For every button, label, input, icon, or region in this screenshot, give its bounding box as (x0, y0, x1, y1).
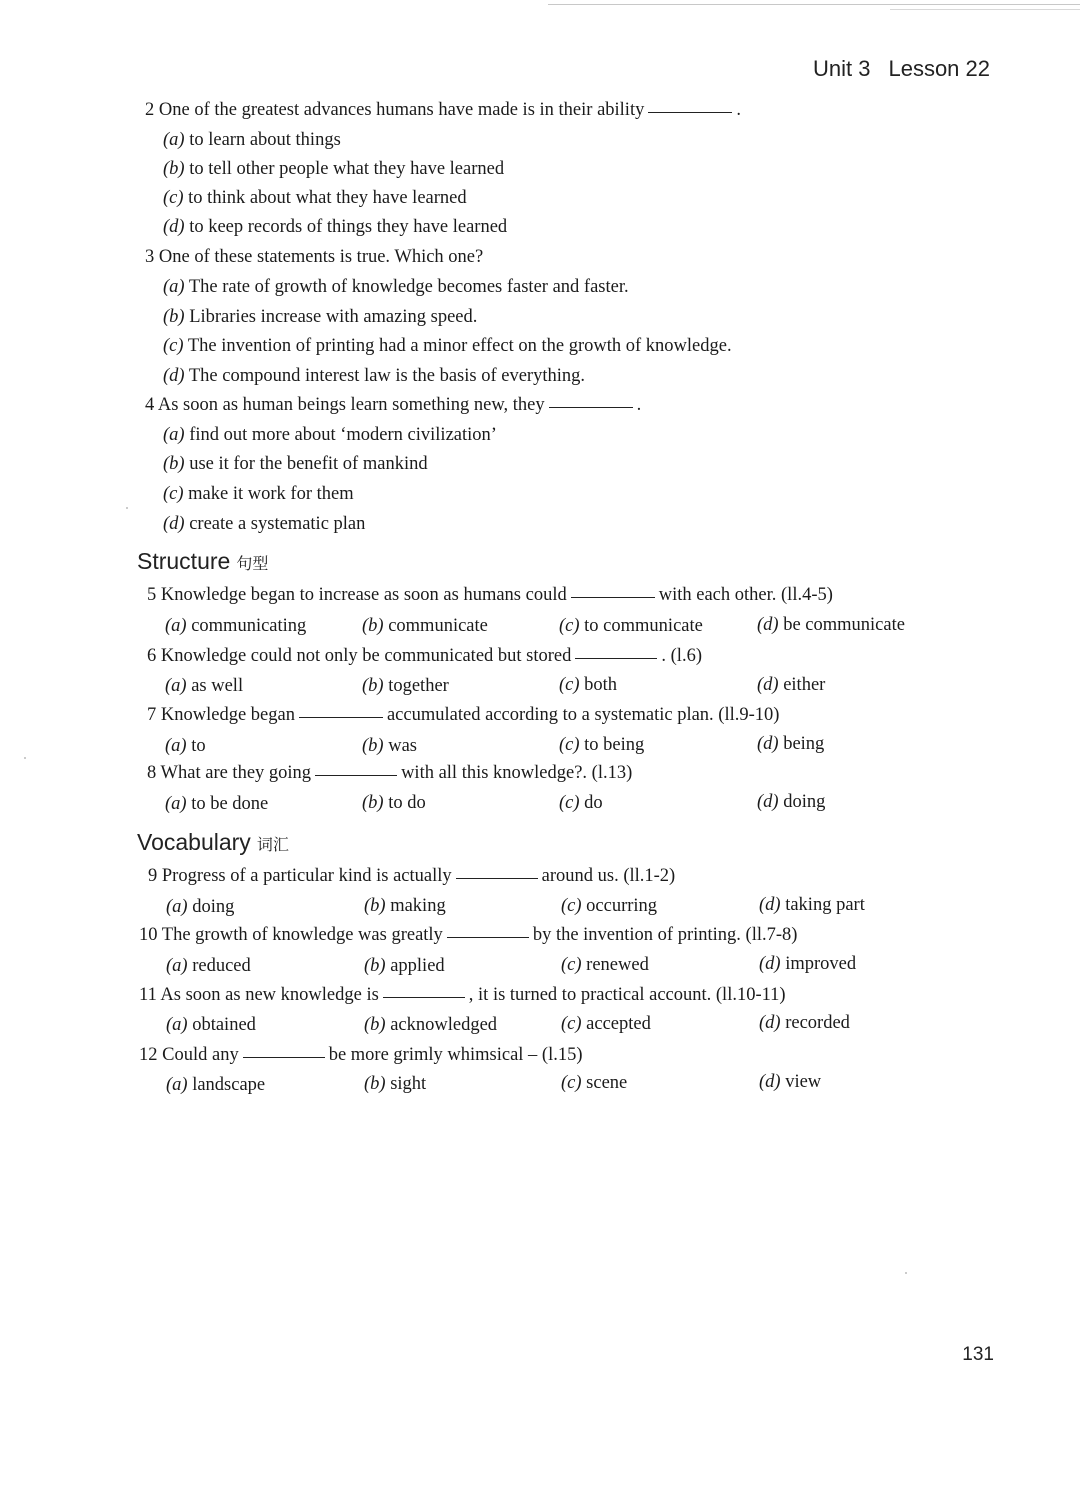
q5-option-b: (b) communicate (362, 616, 488, 636)
q6-option-b: (b) together (362, 676, 449, 696)
answer-blank (315, 774, 397, 776)
scan-speck (126, 507, 128, 509)
vocabulary-title-cn: 词汇 (256, 837, 289, 854)
q3-option-d: (d) The compound interest law is the basis of everything. (163, 366, 585, 386)
question-6: 6 Knowledge could not only be communicated but stored . (l.6) (147, 646, 702, 666)
q8-option-c: (c) do (559, 793, 603, 813)
question-11: 11 As soon as new knowledge is , it is turned to practical account. (ll.10-11) (139, 985, 786, 1005)
vocabulary-heading (137, 829, 289, 856)
q9-option-a: (a) doing (166, 897, 235, 917)
vocabulary-title: Vocabulary (137, 829, 251, 855)
question-7-stem: 7 Knowledge began (147, 705, 295, 725)
question-10: 10 The growth of knowledge was greatly by the invention of printing. (ll.7-8) (139, 925, 798, 945)
q8-option-d: (d) doing (757, 792, 826, 812)
q12-option-d: (d) view (759, 1072, 822, 1092)
q3-option-b: (b) Libraries increase with amazing speed. (163, 307, 478, 327)
question-12-stem: 12 Could any (139, 1045, 239, 1065)
question-4: 4 As soon as human beings learn something new, they . (145, 395, 642, 415)
question-5: 5 Knowledge began to increase as soon as humans could with each other. (ll.4-5) (147, 585, 833, 605)
top-rule (548, 4, 1080, 5)
answer-blank (575, 657, 657, 659)
q4-option-a: (a) find out more about ‘modern civilization’ (163, 425, 497, 445)
answer-blank (571, 596, 655, 598)
q2-option-c: (c) to think about what they have learned (163, 188, 467, 208)
q6-option-c: (c) both (559, 675, 618, 695)
question-6-stem: 6 Knowledge could not only be communicated but stored (147, 646, 572, 666)
q5-option-a: (a) communicating (165, 616, 307, 636)
q6-option-d: (d) either (757, 675, 826, 695)
q2-option-a: (a) to learn about things (163, 130, 341, 150)
q2-option-d: (d) to keep records of things they have learned (163, 217, 508, 237)
answer-blank (456, 877, 538, 879)
structure-title: Structure (137, 548, 231, 574)
question-9-stem: 9 Progress of a particular kind is actually (148, 866, 452, 886)
q5-option-d: (d) be communicate (757, 615, 905, 635)
structure-heading (137, 548, 268, 575)
q8-option-a: (a) to be done (165, 794, 269, 814)
q7-option-a: (a) to (165, 736, 206, 756)
q5-option-c: (c) to communicate (559, 616, 703, 636)
q10-option-b: (b) applied (364, 956, 445, 976)
q7-option-d: (d) being (757, 734, 825, 754)
scan-speck (905, 1272, 907, 1274)
q12-option-b: (b) sight (364, 1074, 427, 1094)
q8-option-b: (b) to do (362, 793, 426, 813)
q4-option-b: (b) use it for the benefit of mankind (163, 454, 428, 474)
question-12: 12 Could any be more grimly whimsical – (l.15) (139, 1045, 583, 1065)
question-3-stem: 3 One of these statements is true. Which one? (145, 247, 484, 267)
question-10-stem: 10 The growth of knowledge was greatly (139, 925, 443, 945)
question-8: 8 What are they going with all this knowledge?. (l.13) (147, 763, 633, 783)
answer-blank (299, 716, 383, 718)
q11-option-d: (d) recorded (759, 1013, 850, 1033)
question-11-stem: 11 As soon as new knowledge is (139, 985, 379, 1005)
question-3 (145, 246, 483, 268)
q6-option-a: (a) as well (165, 676, 244, 696)
q3-option-c: (c) The invention of printing had a minor effect on the growth of knowledge. (163, 336, 732, 356)
question-5-stem: 5 Knowledge began to increase as soon as humans could (147, 585, 567, 605)
q4-option-d: (d) create a systematic plan (163, 514, 366, 534)
q9-option-b: (b) making (364, 896, 446, 916)
question-2: 2 One of the greatest advances humans have made is in their ability . (145, 100, 741, 120)
q2-option-b: (b) to tell other people what they have learned (163, 159, 505, 179)
page-number: 131 (962, 1344, 994, 1365)
question-4-stem: 4 As soon as human beings learn something new, they (145, 395, 545, 415)
q11-option-a: (a) obtained (166, 1015, 256, 1035)
question-9: 9 Progress of a particular kind is actually around us. (ll.1-2) (148, 866, 676, 886)
q11-option-b: (b) acknowledged (364, 1015, 498, 1035)
answer-blank (383, 996, 465, 998)
q9-option-c: (c) occurring (561, 896, 658, 916)
q10-option-c: (c) renewed (561, 955, 649, 975)
top-rule-secondary (890, 9, 1080, 10)
structure-title-cn: 句型 (236, 556, 269, 573)
q7-option-c: (c) to being (559, 735, 645, 755)
answer-blank (243, 1056, 325, 1058)
answer-blank (648, 111, 732, 113)
q11-option-c: (c) accepted (561, 1014, 651, 1034)
answer-blank (549, 406, 633, 408)
answer-blank (447, 936, 529, 938)
q12-option-c: (c) scene (561, 1073, 628, 1093)
page-header (813, 56, 990, 82)
question-7: 7 Knowledge began accumulated according to a systematic plan. (ll.9-10) (147, 705, 780, 725)
q3-option-a: (a) The rate of growth of knowledge becomes faster and faster. (163, 277, 629, 297)
scan-speck (24, 757, 26, 759)
q10-option-a: (a) reduced (166, 956, 251, 976)
question-8-stem: 8 What are they going (147, 763, 312, 783)
header-unit: Unit 3 (812, 56, 871, 81)
q4-option-c: (c) make it work for them (163, 484, 354, 504)
q12-option-a: (a) landscape (166, 1075, 266, 1095)
header-lesson: Lesson 22 (888, 56, 990, 81)
q7-option-b: (b) was (362, 736, 417, 756)
q9-option-d: (d) taking part (759, 895, 865, 915)
question-2-stem: 2 One of the greatest advances humans have made is in their ability (145, 100, 645, 120)
q10-option-d: (d) improved (759, 954, 857, 974)
